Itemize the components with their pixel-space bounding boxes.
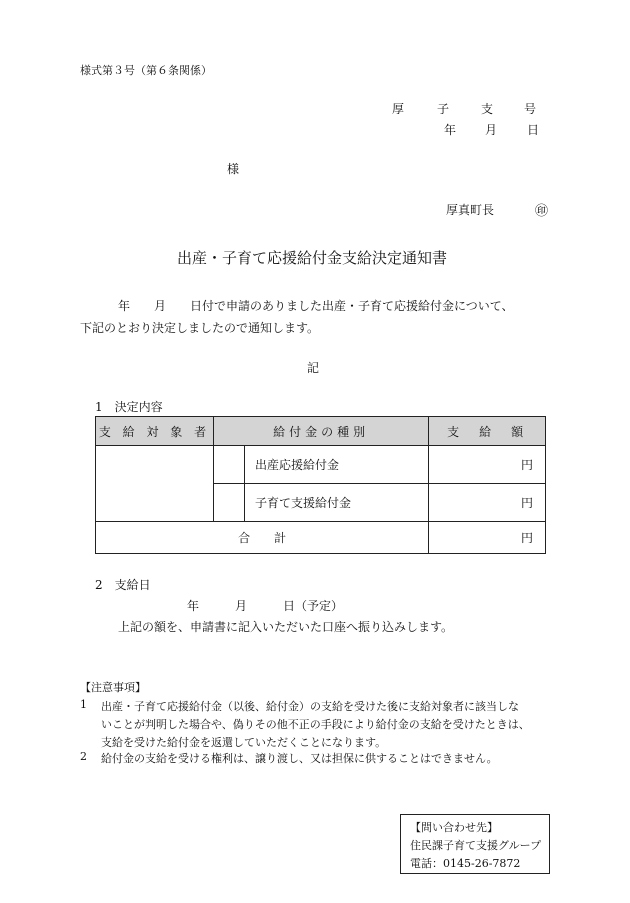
payment-date: 年 月 日（予定） — [187, 599, 344, 613]
header-amount: 支 給 額 — [429, 417, 546, 446]
table-total-row — [96, 522, 546, 554]
decision-table — [95, 416, 546, 554]
section1-heading: 1 決定内容 — [95, 400, 163, 414]
amount-cell[interactable]: 円 — [429, 446, 546, 484]
note-1-line-1: 出産・子育て応援給付金（以後、給付金）の支給を受けた後に支給対象者に該当しな — [101, 700, 519, 713]
note-2-text: 給付金の支給を受ける権利は、譲り渡し、又は担保に供することはできません。 — [101, 752, 498, 765]
sender-name: 厚真町長 — [446, 203, 495, 217]
issue-month: 月 — [485, 123, 498, 137]
recipient-cell[interactable] — [96, 446, 214, 522]
doc-number-d: 号 — [524, 102, 537, 116]
body-line-2: 下記のとおり決定しましたので通知します。 — [80, 321, 320, 335]
doc-number-a: 厚 — [392, 102, 405, 116]
note-1-line-2: いことが判明した場合や、偽りその他不正の手段により給付金の支給を受けたときは、 — [101, 718, 530, 731]
contact-phone: 電話：0145-26-7872 — [410, 857, 521, 870]
table-header-row — [96, 417, 546, 446]
type-label: 出産応援給付金 — [245, 446, 429, 484]
note-1-line-3: 支給を受けた給付金を返還していただくことになります。 — [101, 736, 387, 749]
total-label: 合 計 — [96, 522, 429, 554]
note-2-number: 2 — [80, 750, 87, 763]
document-title: 出産・子育て応援給付金支給決定通知書 — [177, 249, 448, 267]
header-type: 給付金の種別 — [214, 417, 429, 446]
type-label: 子育て支援給付金 — [245, 484, 429, 522]
issue-day: 日 — [527, 123, 540, 137]
ki-marker: 記 — [307, 361, 320, 375]
form-number: 様式第３号（第６条関係） — [80, 64, 212, 77]
table-row — [96, 446, 546, 484]
doc-number-b: 子 — [437, 102, 450, 116]
notes-heading: 【注意事項】 — [80, 681, 146, 694]
note-1-number: 1 — [80, 698, 87, 711]
total-amount[interactable]: 円 — [429, 522, 546, 554]
contact-heading: 【問い合わせ先】 — [410, 821, 498, 834]
contact-box — [400, 814, 550, 874]
section2-heading: 2 支給日 — [95, 578, 151, 592]
amount-cell[interactable]: 円 — [429, 484, 546, 522]
issue-year: 年 — [444, 123, 457, 137]
seal-mark: ㊞ — [535, 204, 549, 219]
recipient-suffix: 様 — [227, 162, 240, 176]
type-check-cell[interactable] — [214, 484, 245, 522]
contact-department: 住民課子育て支援グループ — [410, 839, 542, 852]
payment-text: 上記の額を、申請書に記入いただいた口座へ振り込みします。 — [118, 620, 454, 634]
doc-number-c: 支 — [481, 102, 494, 116]
header-recipient: 支 給 対 象 者 — [96, 417, 214, 446]
body-line-1: 年 月 日付で申請のありました出産・子育て応援給付金について、 — [118, 299, 514, 313]
type-check-cell[interactable] — [214, 446, 245, 484]
